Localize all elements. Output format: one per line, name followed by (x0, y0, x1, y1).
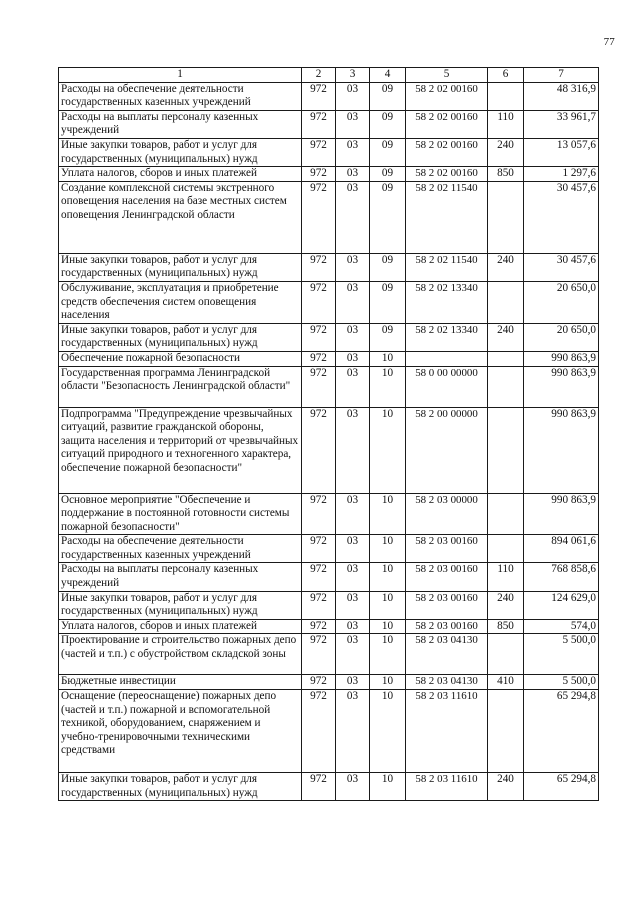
column-number-target: 5 (406, 68, 488, 83)
cell-name: Иные закупки товаров, работ и услуг для государственных (муниципальных) нужд (59, 591, 302, 619)
cell-expense-kind (488, 493, 524, 535)
cell-sum: 65 294,8 (524, 690, 599, 773)
table-row (59, 138, 599, 166)
cell-target-article: 58 2 02 00160 (406, 110, 488, 138)
cell-name: Расходы на выплаты персоналу казенных учреждений (59, 563, 302, 591)
table-row (59, 619, 599, 634)
cell-sum: 124 629,0 (524, 591, 599, 619)
cell-expense-kind (488, 407, 524, 493)
cell-name: Иные закупки товаров, работ и услуг для государственных (муниципальных) нужд (59, 773, 302, 801)
table-row (59, 563, 599, 591)
cell-admin-code: 972 (302, 167, 336, 182)
budget-table (58, 67, 599, 801)
cell-name: Создание комплексной системы экстренного оповещения населения на базе местных систем оповещения Ленинградской области (59, 181, 302, 253)
cell-sum: 768 858,6 (524, 563, 599, 591)
cell-name: Оснащение (переоснащение) пожарных депо (частей и т.п.) пожарной и вспомогательной техникой, оборудованием, снаряжением и учебно-тренировочными техническими средствами (59, 690, 302, 773)
cell-section: 03 (336, 535, 370, 563)
budget-table-body (59, 68, 599, 801)
table-row (59, 181, 599, 253)
cell-target-article: 58 2 03 11610 (406, 773, 488, 801)
cell-name: Расходы на обеспечение деятельности государственных казенных учреждений (59, 535, 302, 563)
cell-admin-code: 972 (302, 619, 336, 634)
cell-admin-code: 972 (302, 323, 336, 351)
cell-subsection: 10 (370, 773, 406, 801)
cell-admin-code: 972 (302, 407, 336, 493)
cell-subsection: 10 (370, 407, 406, 493)
cell-target-article: 58 2 02 00160 (406, 138, 488, 166)
cell-admin-code: 972 (302, 138, 336, 166)
column-number-subsection: 4 (370, 68, 406, 83)
cell-section: 03 (336, 407, 370, 493)
cell-sum: 13 057,6 (524, 138, 599, 166)
cell-subsection: 09 (370, 181, 406, 253)
cell-admin-code: 972 (302, 690, 336, 773)
cell-section: 03 (336, 253, 370, 281)
cell-name: Иные закупки товаров, работ и услуг для государственных (муниципальных) нужд (59, 253, 302, 281)
cell-target-article: 58 2 03 11610 (406, 690, 488, 773)
cell-subsection: 10 (370, 535, 406, 563)
cell-section: 03 (336, 82, 370, 110)
table-row (59, 773, 599, 801)
column-number-admin: 2 (302, 68, 336, 83)
cell-name: Обслуживание, эксплуатация и приобретение средств обеспечения систем оповещения населения (59, 281, 302, 323)
table-row (59, 323, 599, 351)
cell-expense-kind (488, 634, 524, 675)
cell-subsection: 10 (370, 591, 406, 619)
cell-name: Обеспечение пожарной безопасности (59, 351, 302, 366)
table-row (59, 110, 599, 138)
cell-subsection: 10 (370, 563, 406, 591)
cell-subsection: 10 (370, 619, 406, 634)
cell-sum: 894 061,6 (524, 535, 599, 563)
cell-admin-code: 972 (302, 253, 336, 281)
cell-expense-kind: 850 (488, 619, 524, 634)
cell-subsection: 10 (370, 493, 406, 535)
cell-section: 03 (336, 619, 370, 634)
cell-expense-kind: 240 (488, 773, 524, 801)
cell-target-article: 58 2 03 00160 (406, 619, 488, 634)
cell-target-article: 58 2 03 00160 (406, 535, 488, 563)
cell-expense-kind: 850 (488, 167, 524, 182)
cell-subsection: 10 (370, 690, 406, 773)
table-row (59, 591, 599, 619)
table-row (59, 82, 599, 110)
cell-target-article: 58 2 03 00000 (406, 493, 488, 535)
cell-section: 03 (336, 773, 370, 801)
cell-sum: 20 650,0 (524, 281, 599, 323)
cell-sum: 48 316,9 (524, 82, 599, 110)
cell-section: 03 (336, 167, 370, 182)
table-row (59, 493, 599, 535)
cell-admin-code: 972 (302, 634, 336, 675)
cell-admin-code: 972 (302, 281, 336, 323)
cell-admin-code: 972 (302, 110, 336, 138)
cell-section: 03 (336, 493, 370, 535)
table-row (59, 690, 599, 773)
cell-section: 03 (336, 351, 370, 366)
cell-admin-code: 972 (302, 591, 336, 619)
cell-sum: 1 297,6 (524, 167, 599, 182)
cell-subsection: 10 (370, 634, 406, 675)
cell-subsection: 09 (370, 281, 406, 323)
column-number-name: 1 (59, 68, 302, 83)
cell-sum: 20 650,0 (524, 323, 599, 351)
cell-target-article: 58 2 03 04130 (406, 675, 488, 690)
cell-sum: 65 294,8 (524, 773, 599, 801)
cell-expense-kind: 240 (488, 138, 524, 166)
cell-name: Проектирование и строительство пожарных депо (частей и т.п.) с обустройством складской зоны (59, 634, 302, 675)
cell-sum: 990 863,9 (524, 407, 599, 493)
cell-expense-kind: 410 (488, 675, 524, 690)
table-row (59, 634, 599, 675)
cell-name: Иные закупки товаров, работ и услуг для государственных (муниципальных) нужд (59, 323, 302, 351)
cell-admin-code: 972 (302, 493, 336, 535)
cell-subsection: 09 (370, 110, 406, 138)
cell-sum: 574,0 (524, 619, 599, 634)
cell-target-article (406, 351, 488, 366)
cell-expense-kind: 240 (488, 323, 524, 351)
cell-target-article: 58 2 02 00160 (406, 82, 488, 110)
cell-expense-kind: 110 (488, 110, 524, 138)
cell-sum: 990 863,9 (524, 366, 599, 407)
cell-subsection: 10 (370, 366, 406, 407)
cell-section: 03 (336, 591, 370, 619)
cell-target-article: 58 0 00 00000 (406, 366, 488, 407)
cell-name: Государственная программа Ленинградской области "Безопасность Ленинградской области" (59, 366, 302, 407)
cell-section: 03 (336, 690, 370, 773)
cell-name: Основное мероприятие "Обеспечение и поддержание в постоянной готовности системы пожарной безопасности" (59, 493, 302, 535)
cell-subsection: 09 (370, 253, 406, 281)
cell-name: Уплата налогов, сборов и иных платежей (59, 619, 302, 634)
cell-target-article: 58 2 02 00160 (406, 167, 488, 182)
cell-expense-kind (488, 82, 524, 110)
cell-section: 03 (336, 366, 370, 407)
table-row (59, 675, 599, 690)
cell-target-article: 58 2 02 11540 (406, 181, 488, 253)
column-number-sum: 7 (524, 68, 599, 83)
cell-admin-code: 972 (302, 351, 336, 366)
cell-sum: 30 457,6 (524, 253, 599, 281)
page-number: 77 (603, 36, 615, 48)
cell-name: Расходы на выплаты персоналу казенных учреждений (59, 110, 302, 138)
cell-name: Подпрограмма "Предупреждение чрезвычайных ситуаций, развитие гражданской обороны, защита населения и территорий от чрезвычайных ситуаций природного и техногенного характера, обеспечение пожарной безопасности" (59, 407, 302, 493)
cell-section: 03 (336, 675, 370, 690)
cell-sum: 33 961,7 (524, 110, 599, 138)
cell-expense-kind (488, 366, 524, 407)
table-row (59, 535, 599, 563)
table-row (59, 281, 599, 323)
cell-expense-kind (488, 281, 524, 323)
cell-section: 03 (336, 634, 370, 675)
cell-expense-kind (488, 181, 524, 253)
cell-subsection: 09 (370, 167, 406, 182)
cell-target-article: 58 2 02 11540 (406, 253, 488, 281)
cell-target-article: 58 2 02 13340 (406, 281, 488, 323)
cell-section: 03 (336, 323, 370, 351)
table-row (59, 253, 599, 281)
column-number-row (59, 68, 599, 83)
cell-section: 03 (336, 138, 370, 166)
cell-name: Уплата налогов, сборов и иных платежей (59, 167, 302, 182)
cell-section: 03 (336, 281, 370, 323)
cell-section: 03 (336, 110, 370, 138)
cell-target-article: 58 2 02 13340 (406, 323, 488, 351)
cell-sum: 990 863,9 (524, 493, 599, 535)
table-row (59, 407, 599, 493)
cell-admin-code: 972 (302, 82, 336, 110)
cell-subsection: 09 (370, 323, 406, 351)
cell-name: Расходы на обеспечение деятельности государственных казенных учреждений (59, 82, 302, 110)
table-row (59, 167, 599, 182)
cell-expense-kind: 240 (488, 591, 524, 619)
cell-subsection: 10 (370, 675, 406, 690)
cell-admin-code: 972 (302, 366, 336, 407)
cell-section: 03 (336, 563, 370, 591)
table-row (59, 351, 599, 366)
column-number-section: 3 (336, 68, 370, 83)
cell-section: 03 (336, 181, 370, 253)
cell-sum: 5 500,0 (524, 675, 599, 690)
cell-admin-code: 972 (302, 535, 336, 563)
cell-name: Иные закупки товаров, работ и услуг для государственных (муниципальных) нужд (59, 138, 302, 166)
cell-admin-code: 972 (302, 773, 336, 801)
cell-expense-kind: 240 (488, 253, 524, 281)
cell-admin-code: 972 (302, 675, 336, 690)
cell-target-article: 58 2 00 00000 (406, 407, 488, 493)
cell-admin-code: 972 (302, 181, 336, 253)
cell-target-article: 58 2 03 00160 (406, 563, 488, 591)
cell-subsection: 10 (370, 351, 406, 366)
cell-target-article: 58 2 03 00160 (406, 591, 488, 619)
cell-target-article: 58 2 03 04130 (406, 634, 488, 675)
cell-subsection: 09 (370, 138, 406, 166)
cell-name: Бюджетные инвестиции (59, 675, 302, 690)
cell-expense-kind: 110 (488, 563, 524, 591)
cell-sum: 30 457,6 (524, 181, 599, 253)
column-number-kind: 6 (488, 68, 524, 83)
cell-admin-code: 972 (302, 563, 336, 591)
table-row (59, 366, 599, 407)
cell-expense-kind (488, 351, 524, 366)
cell-expense-kind (488, 535, 524, 563)
cell-expense-kind (488, 690, 524, 773)
cell-sum: 5 500,0 (524, 634, 599, 675)
cell-subsection: 09 (370, 82, 406, 110)
cell-sum: 990 863,9 (524, 351, 599, 366)
